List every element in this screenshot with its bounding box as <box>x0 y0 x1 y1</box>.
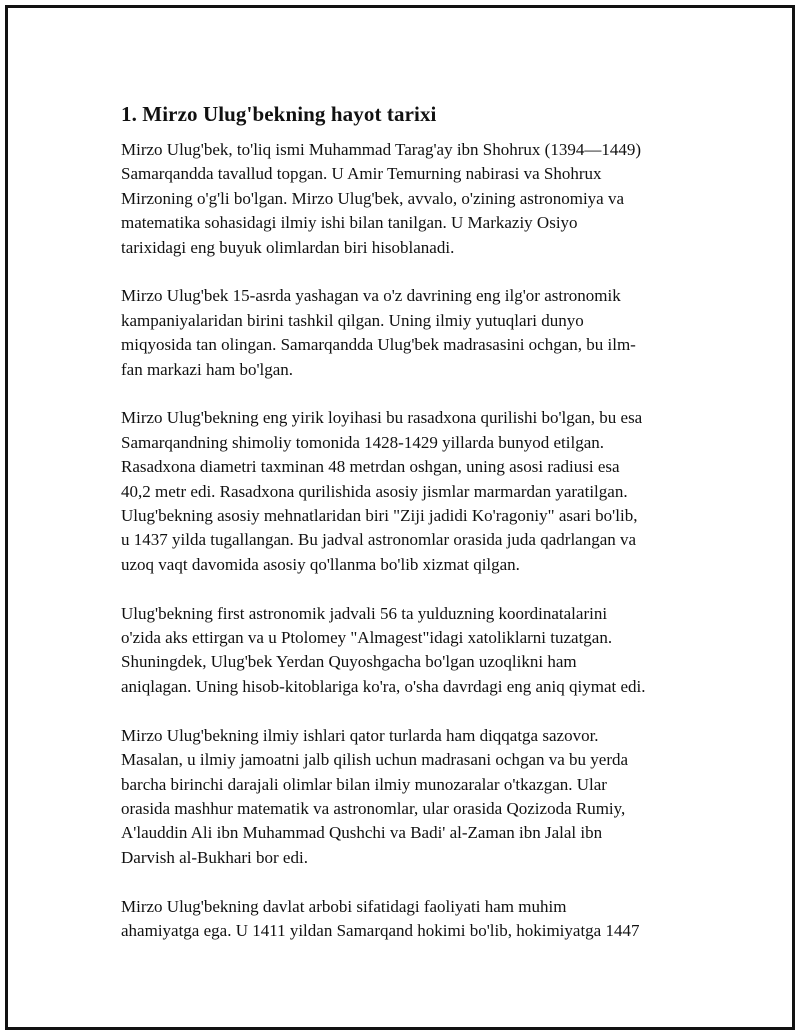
text-line: barcha birinchi darajali olimlar bilan ilmiy munozaralar o'tkazgan. Ular <box>121 774 607 794</box>
text-line: tarixidagi eng buyuk olimlardan biri hisoblanadi. <box>121 237 455 257</box>
text-line: A'lauddin Ali ibn Muhammad Qushchi va Badi' al-Zaman ibn Jalal ibn <box>121 823 603 843</box>
text-line: Mirzo Ulug'bek, to'liq ismi Muhammad Tarag'ay ibn Shohrux (1394—1449) <box>121 140 641 159</box>
text-line: fan markazi ham bo'lgan. <box>121 359 294 379</box>
section-title: 1. Mirzo Ulug'bekning hayot tarixi <box>121 102 437 126</box>
document-body <box>121 100 701 968</box>
text-line: kampaniyalaridan birini tashkil qilgan. Uning ilmiy yutuqlari dunyo <box>121 310 584 330</box>
text-line: Darvish al-Bukhari bor edi. <box>121 847 308 867</box>
text-line: uzoq vaqt davomida asosiy qo'llanma bo'lib xizmat qilgan. <box>121 554 520 574</box>
text-line: Mirzo Ulug'bekning davlat arbobi sifatidagi faoliyati ham muhim <box>121 896 567 916</box>
text-line: u 1437 yilda tugallangan. Bu jadval astronomlar orasida juda qadrlangan va <box>121 530 637 550</box>
text-line: Shuningdek, Ulug'bek Yerdan Quyoshgacha bo'lgan uzoqlikni ham <box>121 652 577 672</box>
text-line: aniqlagan. Uning hisob-kitoblariga ko'ra, o'sha davrdagi eng aniq qiymat edi. <box>121 676 646 696</box>
text-line: matematika sohasidagi ilmiy ishi bilan tanilgan. U Markaziy Osiyo <box>121 213 578 233</box>
text-line: 40,2 metr edi. Rasadxona qurilishida asosiy jismlar marmardan yaratilgan. <box>121 481 628 501</box>
text-line: o'zida aks ettirgan va u Ptolomey "Almagest"idagi xatoliklarni tuzatgan. <box>121 628 613 648</box>
paragraph-achievements <box>121 284 701 382</box>
text-line: Mirzo Ulug'bekning eng yirik loyihasi bu rasadxona qurilishi bo'lgan, bu esa <box>121 408 643 428</box>
text-line: Mirzo Ulug'bekning ilmiy ishlari qator turlarda ham diqqatga sazovor. <box>121 725 599 745</box>
text-line: Mirzoning o'g'li bo'lgan. Mirzo Ulug'bek, avvalo, o'zining astronomiya va <box>121 188 625 208</box>
page-frame <box>5 5 795 1030</box>
text-line: Masalan, u ilmiy jamoatni jalb qilish uchun madrasani ochgan va bu yerda <box>121 750 629 770</box>
paragraph-observatory <box>121 406 701 577</box>
text-line: Samarqandning shimoliy tomonida 1428-1429 yillarda bunyod etilgan. <box>121 432 605 452</box>
text-line: Samarqandda tavallud topgan. U Amir Temurning nabirasi va Shohrux <box>121 164 602 184</box>
text-line: Ulug'bekning asosiy mehnatlaridan biri "Ziji jadidi Ko'ragoniy" asari bo'lib, <box>121 506 638 526</box>
paragraph-scholars <box>121 724 701 870</box>
text-line: orasida mashhur matematik va astronomlar, ular orasida Qozizoda Rumiy, <box>121 798 626 818</box>
paragraph-statesman <box>121 895 701 944</box>
paragraph-star-table <box>121 602 701 700</box>
text-line: miqyosida tan olingan. Samarqandda Ulug'bek madrasasini ochgan, bu ilm- <box>121 335 636 355</box>
text-line: Rasadxona diametri taxminan 48 metrdan oshgan, uning asosi radiusi esa <box>121 457 620 477</box>
text-line: ahamiyatga ega. U 1411 yildan Samarqand hokimi bo'lib, hokimiyatga 1447 <box>121 920 640 940</box>
text-line: Mirzo Ulug'bek 15-asrda yashagan va o'z davrining eng ilg'or astronomik <box>121 286 621 306</box>
text-line: Ulug'bekning first astronomik jadvali 56 ta yulduzning koordinatalarini <box>121 603 608 623</box>
paragraph-biography <box>121 138 701 260</box>
